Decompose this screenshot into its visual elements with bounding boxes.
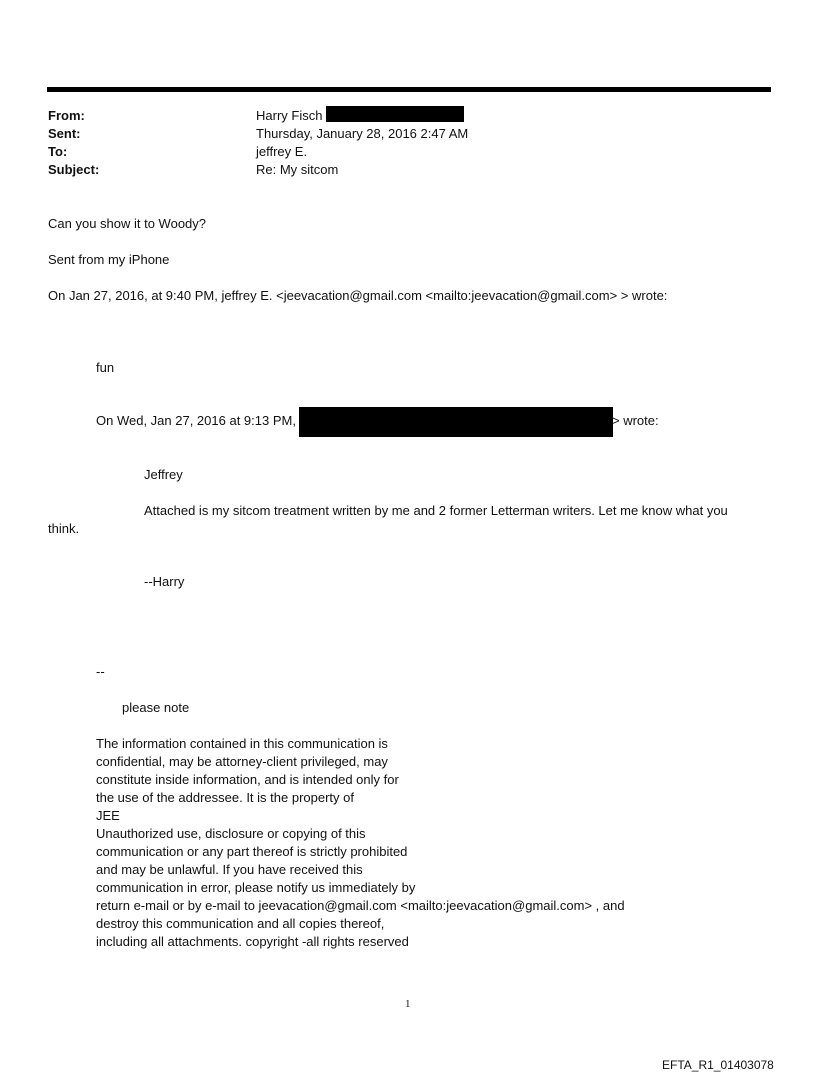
quote-header: On Jan 27, 2016, at 9:40 PM, jeffrey E. <jeevacation@gmail.com <mailto:jeevacation@gmail.com> > wrote: (48, 288, 668, 303)
signoff: --Harry (144, 574, 185, 589)
from-value: Harry Fisch (256, 108, 323, 123)
sent-from-line: Sent from my iPhone (48, 252, 170, 267)
document-id: EFTA_R1_01403078 (662, 1058, 774, 1072)
header-rule (47, 87, 771, 92)
redaction-box (299, 407, 613, 437)
disclaimer-line: confidential, may be attorney-client privileged, may (96, 754, 388, 769)
sent-label: Sent: (48, 126, 81, 141)
disclaimer-line: communication in error, please notify us immediately by (96, 880, 416, 895)
subject-label: Subject: (48, 162, 100, 177)
quote-header-suffix: > wrote: (612, 413, 659, 428)
redaction-box (326, 106, 464, 122)
sent-value: Thursday, January 28, 2016 2:47 AM (256, 126, 469, 141)
disclaimer-line: Unauthorized use, disclosure or copying of this (96, 826, 366, 841)
greeting: Jeffrey (144, 467, 183, 482)
disclaimer-line: and may be unlawful. If you have received this (96, 862, 363, 877)
disclaimer-line: communication or any part thereof is strictly prohibited (96, 844, 408, 859)
disclaimer-line: JEE (96, 808, 120, 823)
disclaimer-line: including all attachments. copyright -all rights reserved (96, 934, 409, 949)
reply-text: fun (96, 360, 115, 375)
to-label: To: (48, 144, 68, 159)
disclaimer (96, 735, 625, 951)
page-number: 1 (405, 998, 411, 1010)
disclaimer-line: destroy this communication and all copies thereof, (96, 916, 385, 931)
disclaimer-line: the use of the addressee. It is the property of (96, 790, 354, 805)
message-text: Attached is my sitcom treatment written by me and 2 former Letterman writers. Let me know what you (144, 503, 728, 518)
message-text-wrap: think. (48, 521, 80, 536)
disclaimer-line: The information contained in this communication is (96, 736, 388, 751)
disclaimer-line: return e-mail or by e-mail to jeevacation@gmail.com <mailto:jeevacation@gmail.com> , and (96, 898, 625, 913)
body-line: Can you show it to Woody? (48, 216, 207, 231)
quote-header-nested: On Wed, Jan 27, 2016 at 9:13 PM, (96, 413, 296, 428)
please-note: please note (122, 700, 190, 715)
disclaimer-line: constitute inside information, and is intended only for (96, 772, 399, 787)
signature-separator: -- (96, 664, 105, 679)
from-label: From: (48, 108, 85, 123)
to-value: jeffrey E. (256, 144, 308, 159)
subject-value: Re: My sitcom (256, 162, 339, 177)
